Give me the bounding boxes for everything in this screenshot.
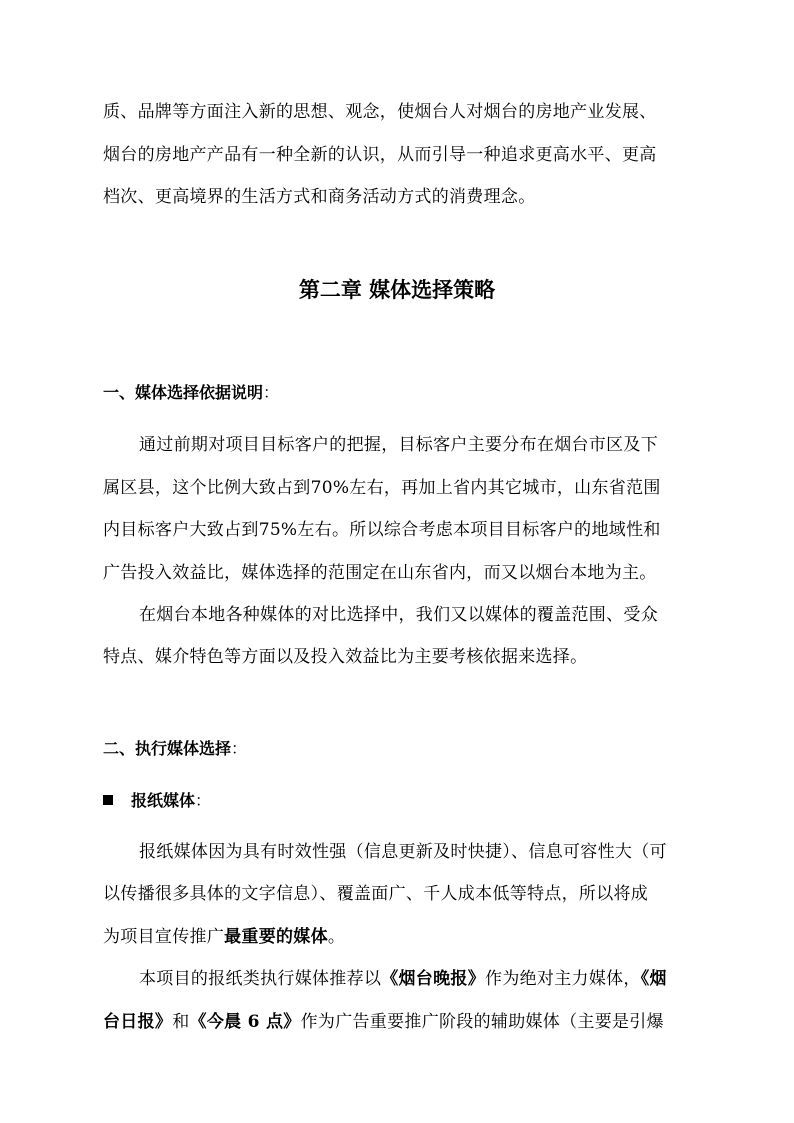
s2-p2-line-1-a: 本项目的报纸类执行媒体推荐以 — [139, 969, 382, 989]
s2-p2-line-2-d: 作为广告重要推广阶段的辅助媒体（主要是引爆 — [300, 1012, 664, 1032]
square-bullet-icon — [103, 795, 113, 805]
intro-line-3: 档次、更高境界的生活方式和商务活动方式的消费理念。 — [103, 187, 536, 207]
s2-p1-line-1: 报纸媒体因为具有时效性强（信息更新及时快捷）、信息可容性大（可 — [139, 842, 667, 862]
s2-p2-line-2-b: 和 — [172, 1012, 190, 1032]
bullet-label-text: 报纸媒体 — [131, 791, 196, 810]
bullet-label — [131, 790, 211, 812]
s1-p2-line-1: 在烟台本地各种媒体的对比选择中，我们又以媒体的覆盖范围、受众 — [139, 605, 658, 625]
s2-p2-line-2-c: 《今晨 6 点》 — [189, 1012, 301, 1032]
s2-p1-line-3-suffix: 。 — [327, 927, 346, 947]
section-1-heading — [103, 382, 279, 404]
s2-p2-line-1 — [139, 967, 703, 991]
s2-p1-line-3-emphasis: 最重要的媒体 — [224, 927, 328, 947]
section-2-heading-colon: ： — [231, 739, 248, 758]
bullet-label-colon: ： — [195, 791, 212, 810]
section-1-heading-text: 一、媒体选择依据说明 — [103, 383, 264, 402]
intro-line-2: 烟台的房地产产品有一种全新的认识，从而引导一种追求更高水平、更高 — [103, 145, 657, 165]
s1-p1-line-1: 通过前期对项目目标客户的把握，目标客户主要分布在烟台市区及下 — [139, 435, 658, 455]
s1-p1-line-2: 属区县，这个比例大致占到70%左右，再加上省内其它城市，山东省范围 — [103, 478, 661, 498]
section-2-heading — [103, 738, 247, 760]
s1-p1-line-4: 广告投入效益比，媒体选择的范围定在山东省内，而又以烟台本地为主。 — [103, 563, 657, 583]
chapter-title: 第二章 媒体选择策略 — [298, 278, 496, 302]
s2-p1-line-2: 以传播很多具体的文字信息）、覆盖面广、千人成本低等特点，所以将成 — [103, 884, 649, 904]
s1-p2-line-2: 特点、媒介特色等方面以及投入效益比为主要考核依据来选择。 — [103, 647, 588, 667]
s2-p2-line-1-d: 《烟 — [640, 969, 667, 989]
s2-p1-line-3-prefix: 为项目宣传推广 — [103, 927, 225, 947]
s2-p2-line-2-a: 台日报》 — [103, 1012, 173, 1032]
s2-p2-line-1-b: 《烟台晚报》 — [381, 969, 486, 989]
s2-p2-line-1-c: 作为绝对主力媒体， — [485, 969, 641, 989]
section-1-heading-colon: ： — [263, 383, 280, 402]
s2-p1-line-3 — [103, 925, 703, 949]
section-2-heading-text: 二、执行媒体选择 — [103, 739, 232, 758]
s2-p2-line-2 — [103, 1010, 703, 1034]
intro-line-1: 质、品牌等方面注入新的思想、观念，使烟台人对烟台的房地产业发展、 — [103, 102, 657, 122]
s1-p1-line-3: 内目标客户大致占到75%左右。所以综合考虑本项目目标客户的地域性和 — [103, 520, 661, 540]
